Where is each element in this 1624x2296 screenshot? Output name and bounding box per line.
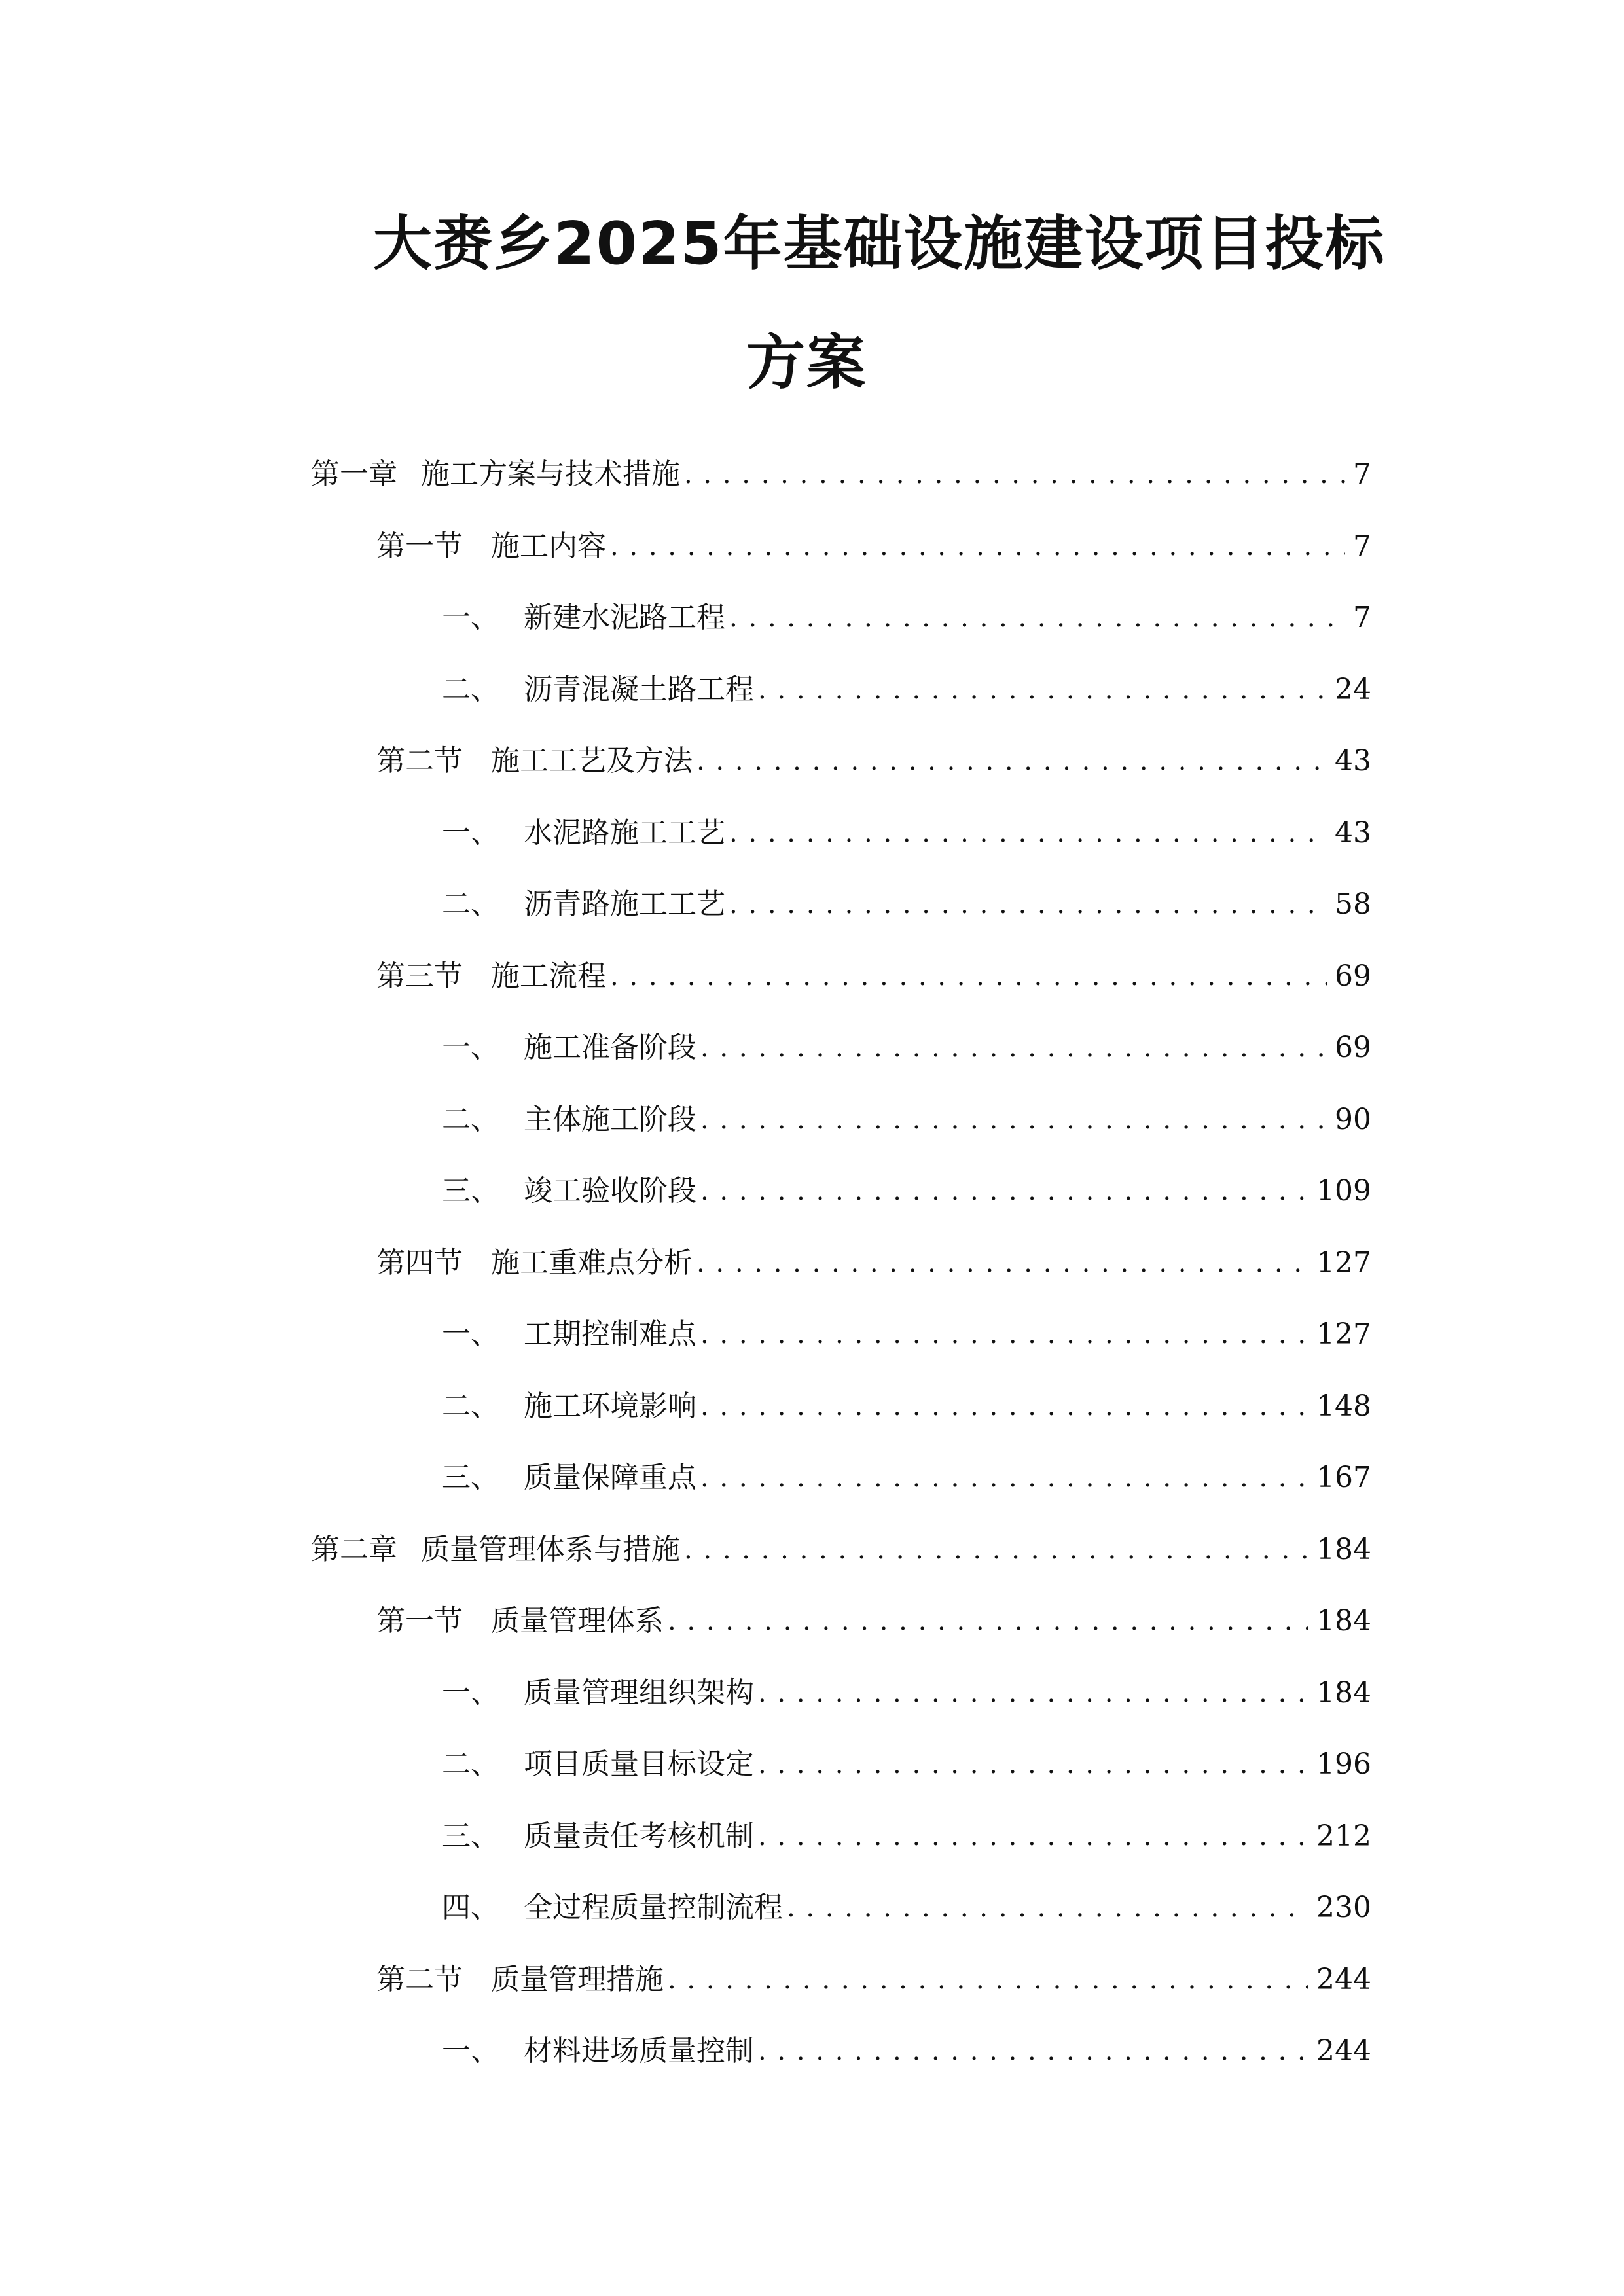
document-title-line-2: 方案	[746, 329, 867, 397]
toc-entry-number: 一、	[442, 1318, 499, 1351]
toc-page-number: 127	[1316, 1318, 1371, 1351]
toc-page-number: 7	[1353, 457, 1371, 491]
toc-entry[interactable]	[442, 595, 1371, 641]
toc-entry-number: 第二节	[376, 744, 463, 778]
toc-entry[interactable]	[442, 1168, 1371, 1214]
toc-entry-number: 第二章	[311, 1533, 397, 1566]
toc-dot-leader	[754, 667, 1327, 713]
toc-entry-label: 施工方案与技术措施	[421, 457, 680, 491]
toc-page-number: 184	[1316, 1533, 1371, 1566]
toc-page-number: 167	[1316, 1461, 1371, 1494]
toc-page-number: 90	[1335, 1103, 1371, 1136]
toc-page-number: 148	[1316, 1390, 1371, 1423]
toc-entry-number: 二、	[442, 1390, 499, 1423]
toc-entry[interactable]	[442, 1025, 1371, 1071]
toc-entry-label: 施工内容	[491, 529, 606, 563]
toc-entry-number: 第一节	[376, 1604, 463, 1638]
toc-page-number: 127	[1316, 1246, 1371, 1280]
toc-page-number: 109	[1316, 1174, 1371, 1208]
toc-dot-leader	[696, 1312, 1308, 1357]
toc-dot-leader	[606, 524, 1345, 569]
toc-dot-leader	[680, 452, 1345, 497]
toc-page-number: 24	[1335, 673, 1371, 706]
toc-entry-number: 一、	[442, 2034, 499, 2068]
toc-dot-leader	[725, 810, 1327, 856]
toc-dot-leader	[693, 1240, 1308, 1286]
toc-entry[interactable]	[376, 1957, 1371, 2003]
toc-entry-number: 第一节	[376, 529, 463, 563]
toc-page-number: 212	[1316, 1820, 1371, 1853]
toc-entry-number: 二、	[442, 1103, 499, 1136]
toc-entry-label: 项目质量目标设定	[524, 1748, 754, 1781]
toc-entry[interactable]	[442, 1384, 1371, 1429]
toc-entry-label: 质量管理组织架构	[524, 1676, 754, 1710]
toc-entry-label: 沥青路施工工艺	[524, 888, 725, 921]
toc-entry-number: 第四节	[376, 1246, 463, 1280]
toc-entry-label: 施工流程	[491, 960, 606, 993]
toc-entry-label: 质量责任考核机制	[524, 1820, 754, 1853]
toc-entry-label: 主体施工阶段	[524, 1103, 696, 1136]
toc-page-number: 244	[1316, 2034, 1371, 2068]
toc-dot-leader	[696, 1097, 1327, 1143]
toc-entry-number: 一、	[442, 1676, 499, 1710]
toc-entry-label: 施工重难点分析	[491, 1246, 693, 1280]
toc-entry-label: 竣工验收阶段	[524, 1174, 696, 1208]
toc-page-number: 184	[1316, 1604, 1371, 1638]
toc-entry[interactable]	[311, 1527, 1371, 1573]
toc-entry-label: 质量管理措施	[491, 1963, 664, 1996]
toc-dot-leader	[754, 1670, 1308, 1716]
toc-entry[interactable]	[442, 1814, 1371, 1859]
toc-entry-number: 一、	[442, 1031, 499, 1064]
toc-entry-number: 一、	[442, 601, 499, 634]
toc-entry[interactable]	[442, 667, 1371, 713]
toc-entry-number: 四、	[442, 1891, 499, 1924]
toc-page-number: 7	[1353, 601, 1371, 634]
toc-entry[interactable]	[442, 882, 1371, 927]
toc-page-number: 184	[1316, 1676, 1371, 1710]
toc-page-number: 58	[1335, 888, 1371, 921]
toc-dot-leader	[696, 1025, 1327, 1071]
toc-entry[interactable]	[311, 452, 1371, 497]
toc-page-number: 244	[1316, 1963, 1371, 1996]
toc-dot-leader	[783, 1885, 1308, 1931]
toc-entry-label: 全过程质量控制流程	[524, 1891, 783, 1924]
toc-entry[interactable]	[442, 810, 1371, 856]
toc-entry-number: 一、	[442, 816, 499, 850]
toc-entry-number: 三、	[442, 1820, 499, 1853]
toc-dot-leader	[693, 738, 1327, 784]
toc-page-number: 43	[1335, 816, 1371, 850]
toc-entry-label: 施工工艺及方法	[491, 744, 693, 778]
toc-entry[interactable]	[442, 1885, 1371, 1931]
toc-dot-leader	[754, 2028, 1308, 2074]
toc-entry[interactable]	[442, 1312, 1371, 1357]
toc-entry[interactable]	[442, 1455, 1371, 1501]
toc-dot-leader	[754, 1742, 1308, 1787]
toc-dot-leader	[696, 1168, 1308, 1214]
toc-entry-number: 二、	[442, 673, 499, 706]
toc-dot-leader	[680, 1527, 1308, 1573]
toc-entry-label: 质量保障重点	[524, 1461, 696, 1494]
toc-page-number: 43	[1335, 744, 1371, 778]
toc-page-number: 69	[1335, 1031, 1371, 1064]
toc-entry-label: 施工环境影响	[524, 1390, 696, 1423]
toc-entry-label: 工期控制难点	[524, 1318, 696, 1351]
toc-entry-label: 质量管理体系与措施	[421, 1533, 680, 1566]
toc-dot-leader	[725, 882, 1327, 927]
toc-entry[interactable]	[376, 954, 1371, 999]
document-title-line-1: 大赉乡2025年基础设施建设项目投标	[373, 209, 1386, 278]
toc-entry[interactable]	[442, 1097, 1371, 1143]
toc-entry-number: 二、	[442, 1748, 499, 1781]
toc-entry-number: 第一章	[311, 457, 397, 491]
toc-dot-leader	[664, 1957, 1308, 2003]
toc-entry-number: 第三节	[376, 960, 463, 993]
toc-entry-label: 水泥路施工工艺	[524, 816, 725, 850]
toc-dot-leader	[696, 1455, 1308, 1501]
toc-entry[interactable]	[376, 738, 1371, 784]
toc-entry[interactable]	[442, 1670, 1371, 1716]
toc-entry[interactable]	[376, 1598, 1371, 1644]
toc-entry[interactable]	[376, 524, 1371, 569]
toc-page-number: 69	[1335, 960, 1371, 993]
toc-dot-leader	[725, 595, 1345, 641]
toc-entry-label: 材料进场质量控制	[524, 2034, 754, 2068]
toc-entry-number: 第二节	[376, 1963, 463, 1996]
toc-page-number: 196	[1316, 1748, 1371, 1781]
toc-dot-leader	[606, 954, 1327, 999]
toc-entry-label: 施工准备阶段	[524, 1031, 696, 1064]
toc-dot-leader	[754, 1814, 1308, 1859]
toc-entry[interactable]	[442, 2028, 1371, 2074]
toc-dot-leader	[696, 1384, 1308, 1429]
toc-entry-label: 沥青混凝土路工程	[524, 673, 754, 706]
toc-entry-label: 新建水泥路工程	[524, 601, 725, 634]
toc-entry[interactable]	[376, 1240, 1371, 1286]
toc-dot-leader	[664, 1598, 1308, 1644]
toc-page-number: 7	[1353, 529, 1371, 563]
toc-page-number: 230	[1316, 1891, 1371, 1924]
toc-entry-label: 质量管理体系	[491, 1604, 664, 1638]
toc-entry-number: 三、	[442, 1461, 499, 1494]
toc-entry-number: 二、	[442, 888, 499, 921]
toc-entry[interactable]	[442, 1742, 1371, 1787]
toc-entry-number: 三、	[442, 1174, 499, 1208]
